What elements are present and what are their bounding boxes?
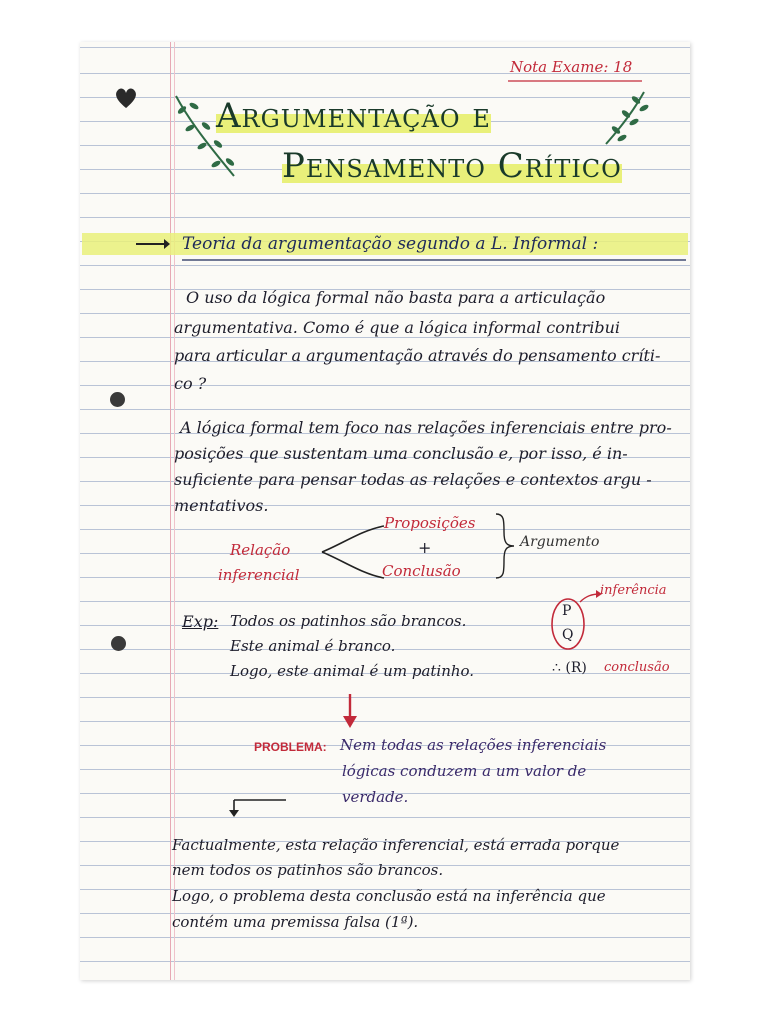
example-line: Todos os patinhos são brancos. [230, 612, 467, 630]
problem-line: lógicas conduzem a um valor de [342, 762, 587, 780]
grade-underline [506, 78, 646, 84]
leaf-branch-right-icon [600, 88, 650, 148]
diagram-left-line1: Relação [230, 541, 291, 559]
diagram-bottom: Conclusão [382, 562, 461, 580]
arrow-right-icon [134, 236, 170, 252]
conclusion-label: conclusão [604, 660, 670, 675]
page-title-line1: Argumentação e [216, 96, 491, 136]
diagram-right: Argumento [520, 534, 600, 550]
text-line: para articular a argumentação através do pensamento críti- [174, 346, 661, 365]
text-line: co ? [174, 374, 207, 393]
example-line: Este animal é branco. [230, 637, 396, 655]
page-title-line2: Pensamento Crítico [282, 146, 622, 186]
q-symbol: Q [562, 627, 574, 643]
binder-hole-bottom [111, 636, 126, 651]
text-line: posições que sustentam uma conclusão e, por isso, é in- [174, 444, 628, 463]
inference-arrow-icon [578, 588, 602, 606]
problem-line: Nem todas as relações inferenciais [340, 736, 607, 754]
curly-brace-icon [494, 512, 516, 580]
inference-label: inferência [600, 583, 667, 598]
diagram-plus: + [418, 538, 432, 557]
text-line: mentativos. [174, 496, 269, 515]
example-label: Exp: [182, 612, 219, 631]
text-line: contém uma premissa falsa (1ª). [172, 913, 419, 931]
section-heading: Teoria da argumentação segundo a L. Informal : [182, 234, 599, 254]
text-line: O uso da lógica formal não basta para a articulação [186, 288, 606, 307]
text-line: argumentativa. Como é que a lógica informal contribui [174, 318, 620, 337]
text-line: A lógica formal tem foco nas relações inferenciais entre pro- [180, 418, 672, 437]
diagram-branch-lines [318, 520, 388, 584]
heart-icon [112, 86, 140, 110]
diagram-left-line2: inferencial [218, 566, 300, 584]
return-arrow-icon [226, 796, 290, 818]
problem-line: verdade. [342, 788, 409, 806]
grade-note: Nota Exame: 18 [510, 58, 633, 76]
text-line: Factualmente, esta relação inferencial, está errada porque [172, 836, 620, 854]
example-line: Logo, este animal é um patinho. [230, 662, 475, 680]
text-line: suficiente para pensar todas as relações e contextos argu - [174, 470, 652, 489]
margin-line [170, 42, 171, 980]
heading-underline [180, 257, 690, 263]
diagram-top: Proposições [384, 514, 476, 532]
p-symbol: P [562, 603, 572, 619]
text-line: Logo, o problema desta conclusão está na inferência que [172, 887, 606, 905]
binder-hole-top [110, 392, 125, 407]
conclusion-symbol: ∴ (R) [552, 660, 587, 676]
arrow-down-icon [340, 692, 360, 730]
problem-label: PROBLEMA: [254, 740, 327, 754]
text-line: nem todos os patinhos são brancos. [172, 861, 444, 879]
